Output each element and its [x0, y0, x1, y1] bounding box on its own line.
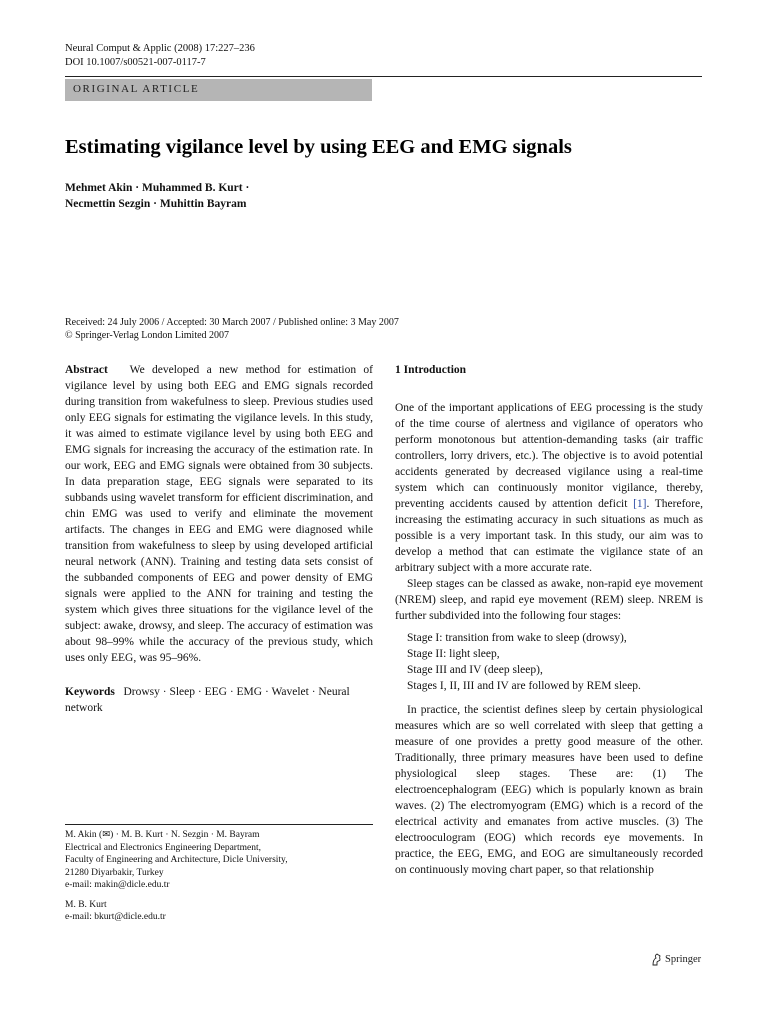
article-type-banner [65, 79, 372, 101]
affiliation-rule [65, 824, 373, 825]
header-rule [65, 76, 702, 77]
publication-history: Received: 24 July 2006 / Accepted: 30 March 2007 / Published online: 3 May 2007 [65, 317, 399, 328]
authors-line-2: Necmettin Sezgin · Muhittin Bayram [65, 198, 247, 210]
keywords [65, 684, 373, 716]
affiliation-email-kurt[interactable]: e-mail: bkurt@dicle.edu.tr [65, 912, 166, 922]
springer-horse-icon [651, 953, 662, 966]
affiliation-authors: M. Akin (✉) · M. B. Kurt · N. Sezgin · M. Bayram [65, 830, 260, 840]
article-title: Estimating vigilance level by using EEG and EMG signals [65, 136, 572, 158]
keywords-label: Keywords [65, 686, 115, 698]
stage-item: Stages I, II, III and IV are followed by REM sleep. [407, 680, 641, 692]
affiliation-kurt: M. B. Kurt [65, 899, 107, 910]
intro-paragraph-1 [395, 400, 703, 576]
copyright-notice: © Springer-Verlag London Limited 2007 [65, 330, 230, 341]
intro-paragraph-3: In practice, the scientist defines sleep by certain physiological measures which are so well correlated with sleep that getting a measure of one provides a pretty good measure of the other. Traditionally, three primary measures have been used to define physiological sleep stages. These are: (1) The electroencephalogram (EEG) which is popularly known as brain waves. (2) The electromyogram (EMG) which is a record of the electrical activity and emanates from active muscles. (3) The electrooculogram (EOG) which records eye movements. In practice, the EEG, EMG, and EOG are simultaneously recorded on continuously moving chart paper, so that relationship [395, 704, 703, 876]
intro-paragraph-2: Sleep stages can be classed as awake, non-rapid eye movement (NREM) sleep, and rapid eye movement (REM) sleep. NREM is further subdivided into the following four stages: [395, 578, 703, 622]
abstract-text: We developed a new method for estimation of vigilance level by using both EEG and EMG signals recorded during transition from wakefulness to sleep. Previous studies used only EEG signals for estimating the vigilance levels. In this study, it was aimed to estimate vigilance level by using both EEG and EMG signals for increasing the accuracy of the estimation rate. In our work, EEG and EMG signals were obtained from 30 subjects. In data preparation stage, EEG signals were separated to its subbands using wavelet transform for efficient discrimination, and chin EMG was used to verify and eliminate the movement artifacts. The changes in EEG and EMG were diagnosed while transition from wakefulness to sleep by using developed artificial neural network (ANN). Training and testing data sets consist of the subbanded components of EEG and power density of EMG signals were applied to the ANN for training and testing the system which gives three situations for the vigilance level of the subject: awake, drowsy, and sleep. The accuracy of estimation was about 98–99% while the accuracy of the previous study, which uses only EEG, was 95–96%. [65, 364, 374, 664]
stage-item: Stage I: transition from wake to sleep (drowsy), [407, 632, 627, 644]
stage-item: Stage II: light sleep, [407, 648, 500, 660]
intro-p1-text-cont: . Therefore, increasing the estimating accuracy in such situations as much as possible is a very important task. In this study, our aim was to develop a method that can estimate the vigilance state of an arbitrary subject with a more accurate rate. [395, 498, 703, 574]
right-column [395, 362, 703, 878]
authors-line-1: Mehmet Akin · Muhammed B. Kurt · [65, 182, 250, 194]
left-column [65, 362, 373, 716]
keywords-text: Drowsy · Sleep · EEG · EMG · Wavelet · Neural network [65, 686, 350, 714]
intro-p1-text: One of the important applications of EEG processing is the study of the time course of alertness and vigilance of operators who perform monotonous but attention-demanding tasks (air traffic controllers, lorry drivers, etc.). The objective is to avoid potential accidents generated by decreased vigilance using a real-time system which can continuously monitor vigilance, thereby, preventing accidents caused by attention deficit [395, 402, 703, 510]
citation-link[interactable]: [1] [633, 498, 647, 510]
publisher-name: Springer [665, 954, 702, 965]
publisher-mark [651, 953, 701, 966]
affiliation-faculty: Faculty of Engineering and Architecture, Dicle University, [65, 855, 288, 865]
journal-reference: Neural Comput & Applic (2008) 17:227–236 [65, 43, 255, 54]
sleep-stage-list [407, 630, 703, 694]
article-type-label: ORIGINAL ARTICLE [73, 83, 200, 95]
affiliation-spacer [65, 892, 373, 899]
author-affiliation [65, 829, 373, 924]
affiliation-address: 21280 Diyarbakir, Turkey [65, 867, 164, 878]
abstract [65, 362, 373, 666]
stage-item: Stage III and IV (deep sleep), [407, 664, 543, 676]
section-heading-introduction: 1 Introduction [395, 364, 467, 376]
affiliation-department: Electrical and Electronics Engineering Department, [65, 842, 261, 853]
affiliation-email-akin[interactable]: e-mail: makin@dicle.edu.tr [65, 880, 170, 890]
abstract-label: Abstract [65, 364, 108, 376]
doi[interactable]: DOI 10.1007/s00521-007-0117-7 [65, 57, 206, 68]
